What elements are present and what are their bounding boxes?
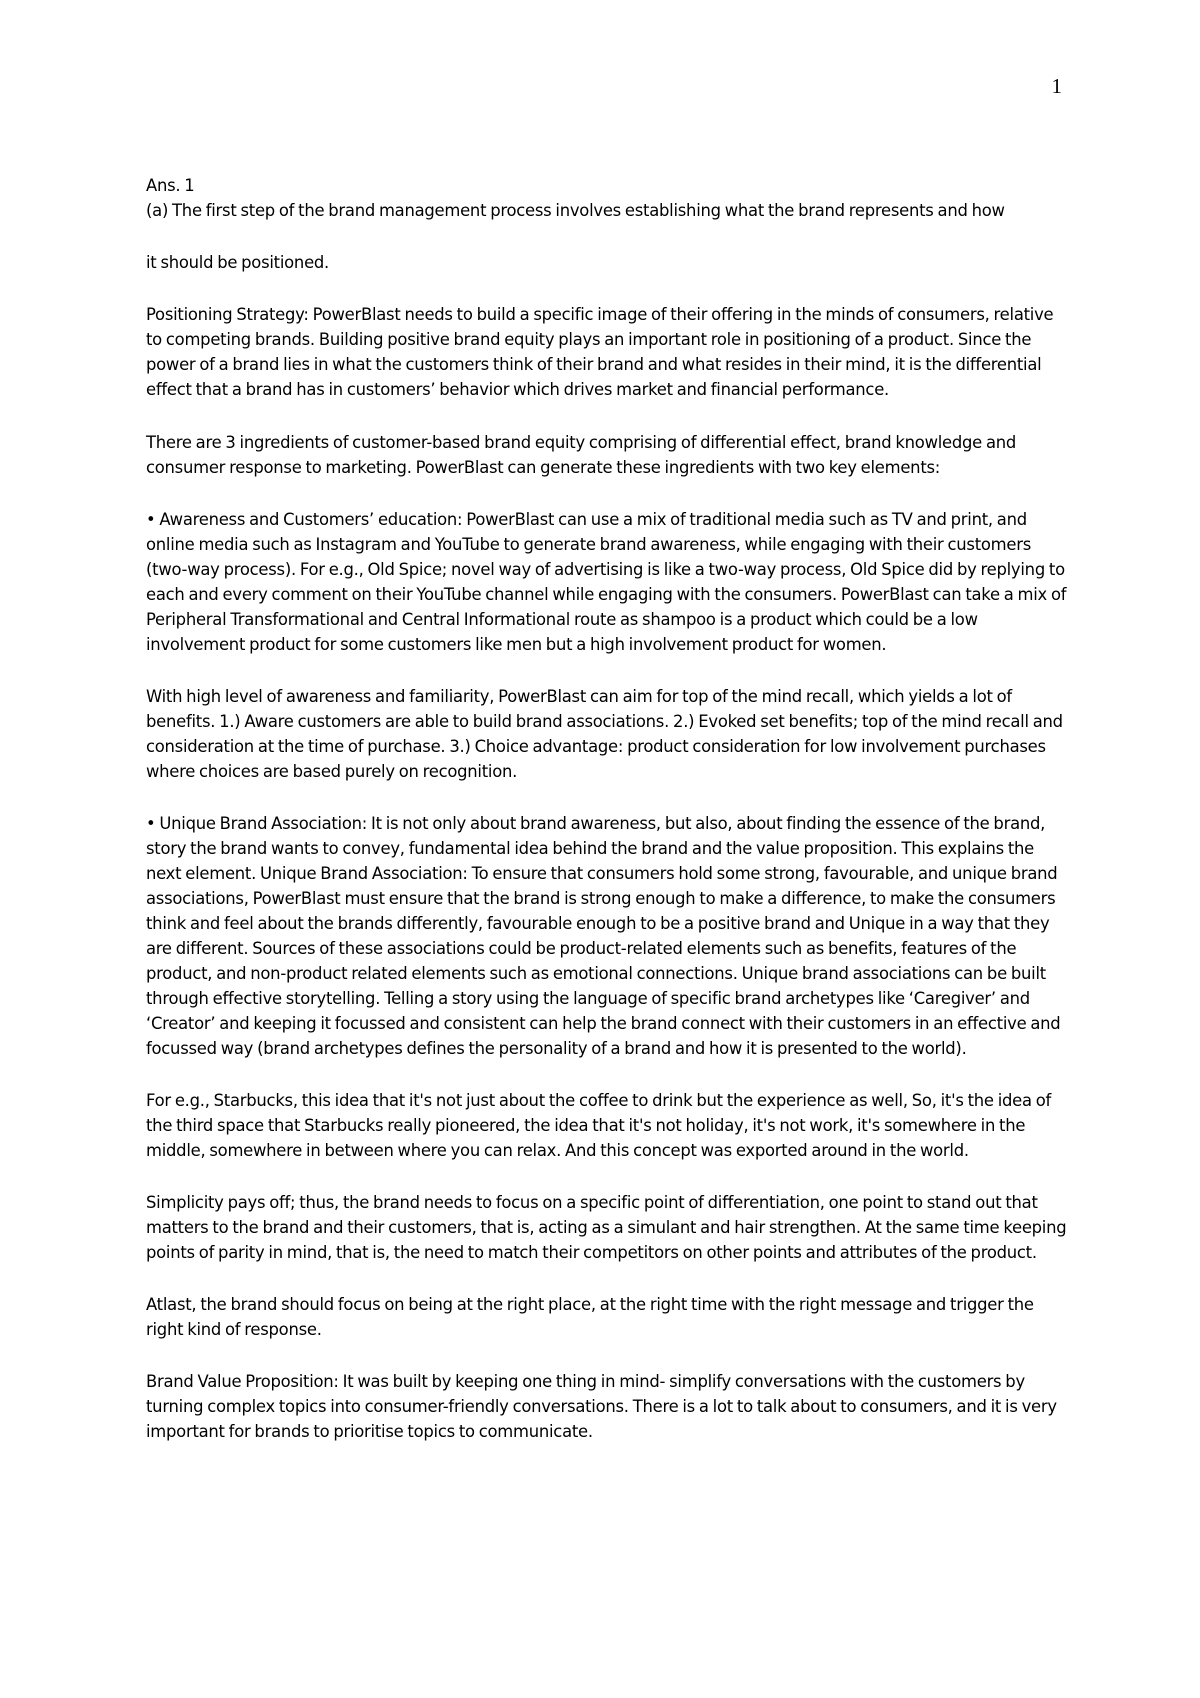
answer-heading: Ans. 1 [146, 176, 195, 195]
part-a-intro-continued: it should be positioned. [146, 253, 330, 272]
paragraph-simplicity: Simplicity pays off; thus, the brand needs to focus on a specific point of differentiation, one point to stand out that matters to the brand and their customers, that is, acting as a simulant and hair strengthen. At the same time keeping points of parity in mind, that is, the need to match their competitors on other points and attributes of the product. [146, 1193, 1067, 1262]
paragraph-brand-value-proposition: Brand Value Proposition: It was built by keeping one thing in mind- simplify conversations with the customers by turning complex topics into consumer-friendly conversations. There is a lot to talk about to consumers, and it is very important for brands to prioritise topics to communicate. [146, 1372, 1057, 1441]
paragraph-familiarity: With high level of awareness and familiarity, PowerBlast can aim for top of the mind recall, which yields a lot of benefits. 1.) Aware customers are able to build brand associations. 2.) Evoked set benefits; top of the mind recall and consideration at the time of purchase. 3.) Choice advantage: product consideration for low involvement purchases where choices are based purely on recognition. [146, 687, 1063, 781]
paragraph-awareness-education: • Awareness and Customers’ education: PowerBlast can use a mix of traditional media such as TV and print, and online media such as Instagram and YouTube to generate brand awareness, while engaging with their customers (two-way process). For e.g., Old Spice; novel way of advertising is like a two-way process, Old Spice did by replying to each and every comment on their YouTube channel while engaging with the consumers. PowerBlast can take a mix of Peripheral Transformational and Central Informational route as shampoo is a product which could be a low involvement product for some customers like men but a high involvement product for women. [146, 510, 1067, 654]
paragraph-starbucks-example: For e.g., Starbucks, this idea that it's not just about the coffee to drink but the experience as well, So, it's the idea of the third space that Starbucks really pioneered, the idea that it's not holiday, it's not work, it's somewhere in the middle, somewhere in between where you can relax. And this concept was exported around in the world. [146, 1091, 1052, 1160]
paragraph-positioning-strategy: Positioning Strategy: PowerBlast needs to build a specific image of their offering in the minds of consumers, relative to competing brands. Building positive brand equity plays an important role in positioning of a product. Since the power of a brand lies in what the customers think of their brand and what resides in their mind, it is the differential effect that a brand has in customers’ behavior which drives market and financial performance. [146, 305, 1054, 399]
paragraph-ingredients: There are 3 ingredients of customer-based brand equity comprising of differential effect, brand knowledge and consumer response to marketing. PowerBlast can generate these ingredients with two key elements: [146, 433, 1017, 477]
document-body [146, 173, 1072, 1444]
part-a-intro: (a) The first step of the brand management process involves establishing what the brand represents and how [146, 201, 1005, 220]
paragraph-atlast: Atlast, the brand should focus on being at the right place, at the right time with the right message and trigger the right kind of response. [146, 1295, 1034, 1339]
page-number: 1 [1051, 74, 1062, 98]
paragraph-unique-brand-association: • Unique Brand Association: It is not only about brand awareness, but also, about finding the essence of the brand, story the brand wants to convey, fundamental idea behind the brand and the value proposition. This explains the next element. Unique Brand Association: To ensure that consumers hold some strong, favourable, and unique brand associations, PowerBlast must ensure that the brand is strong enough to make a difference, to make the consumers think and feel about the brands differently, favourable enough to be a positive brand and Unique in a way that they are different. Sources of these associations could be product-related elements such as benefits, features of the product, and non-product related elements such as emotional connections. Unique brand associations can be built through effective storytelling. Telling a story using the language of specific brand archetypes like ‘Caregiver’ and ‘Creator’ and keeping it focussed and consistent can help the brand connect with their customers in an effective and focussed way (brand archetypes defines the personality of a brand and how it is presented to the world). [146, 814, 1061, 1058]
